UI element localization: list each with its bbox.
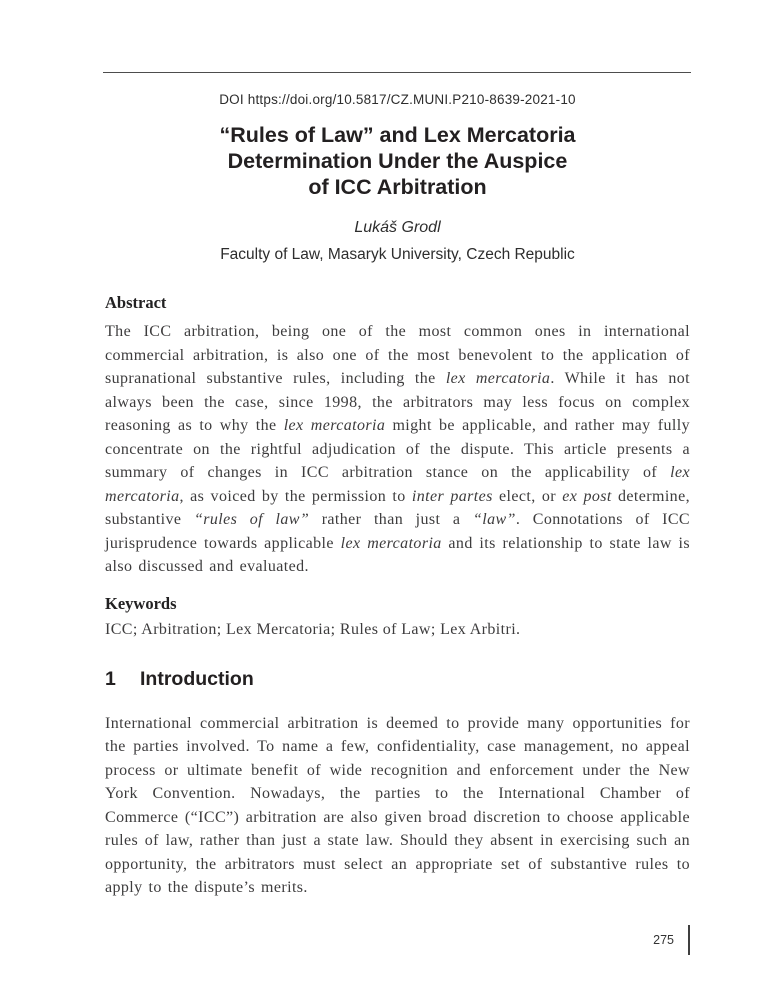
- introduction-paragraph: International commercial arbitration is deemed to provide many opportunities for the parties involved. To name a few, confidentiality, case management, no appeal process or ultimate benefit of wide recognition and enforcement under the New York Convention. Nowadays, the parties to the International Chamber of Commerce (“ICC”) arbitration are also given broad discretion to choose applicable rules of law, rather than just a state law. Should they absent in exercising such an opportunity, the arbitrators must select an appropriate set of substantive rules to apply to the dispute’s merits.: [105, 714, 690, 896]
- header-rule: [103, 72, 691, 73]
- section-1-number: 1: [105, 667, 116, 690]
- keywords-heading: Keywords: [105, 593, 177, 613]
- paper-title-line-1: “Rules of Law” and Lex Mercatoria: [219, 123, 576, 147]
- paper-title: [105, 122, 690, 200]
- author-name: Lukáš Grodl: [354, 219, 441, 236]
- page-number: 275: [653, 933, 674, 947]
- section-1-title: Introduction: [140, 667, 254, 690]
- paper-title-line-2: Determination Under the Auspice: [227, 149, 568, 173]
- page-number-rule: [688, 925, 690, 955]
- section-1-heading: [105, 667, 690, 691]
- abstract-heading: Abstract: [105, 293, 167, 312]
- doi-line: DOI https://doi.org/10.5817/CZ.MUNI.P210-8639-2021-10: [219, 92, 576, 107]
- abstract-paragraph: The ICC arbitration, being one of the most common ones in international commercial arbitration, is also one of the most benevolent to the application of supranational substantive rules, including the lex mercatoria. While it has not always been the case, since 1998, the arbitrators may less focus on complex reasoning as to why the lex mercatoria might be applicable, and rather may fully concentrate on the rightful adjudication of the dispute. This article presents a summary of changes in ICC arbitration stance on the applicability of lex mercatoria, as voiced by the permission to inter partes elect, or ex post determine, substantive “rules of law” rather than just a “law”. Connotations of ICC jurisprudence towards applicable lex mercatoria and its relationship to state law is also discussed and evaluated.: [105, 323, 691, 575]
- content-column: [105, 0, 690, 900]
- keywords-list: ICC; Arbitration; Lex Mercatoria; Rules of Law; Lex Arbitri.: [105, 620, 521, 638]
- paper-title-line-3: of ICC Arbitration: [308, 175, 487, 199]
- author-affiliation: Faculty of Law, Masaryk University, Czech Republic: [220, 246, 575, 263]
